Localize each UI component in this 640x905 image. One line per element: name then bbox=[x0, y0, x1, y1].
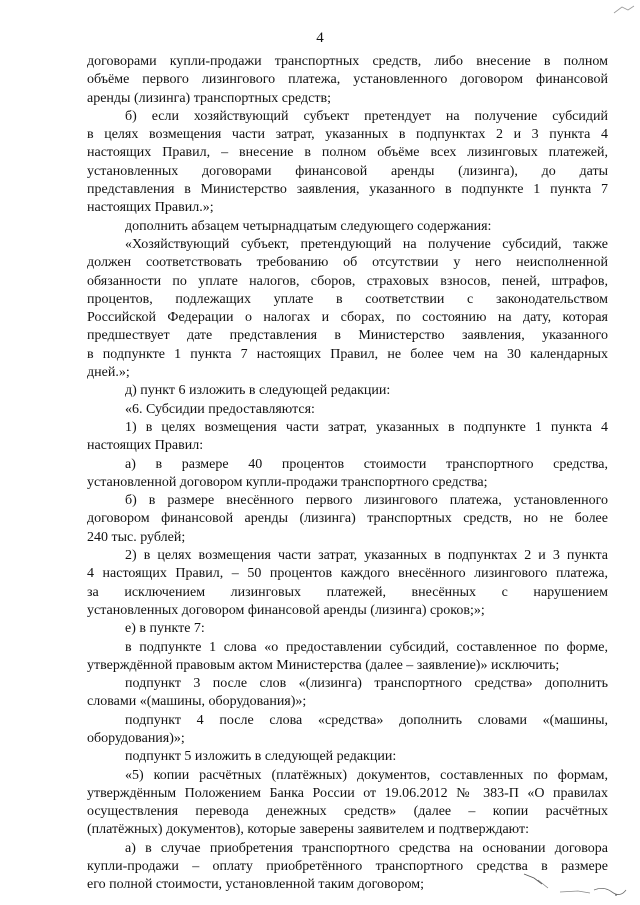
text-line: объёме первого лизингового платежа, установленного договором финансовой bbox=[87, 72, 608, 88]
text-line: установленных договором финансовой аренды (лизинга) сроков;»; bbox=[87, 602, 485, 618]
text-line: а) в случае приобретения транспортного средства на основании договора bbox=[125, 840, 608, 856]
text-line: подпункт 5 изложить в следующей редакции: bbox=[125, 749, 397, 765]
text-line: процентов, подлежащих уплате в соответствии с законодательством bbox=[87, 291, 608, 307]
document-body bbox=[87, 53, 608, 895]
text-line: установленных договорами финансовой аренды (лизинга), до даты bbox=[87, 163, 608, 179]
page-number: 4 bbox=[316, 30, 324, 46]
text-line: оборудования)»; bbox=[87, 730, 185, 746]
text-line: дополнить абзацем четырнадцатым следующего содержания: bbox=[125, 218, 492, 234]
text-line: 1) в целях возмещения части затрат, указанных в подпункте 1 пункта 4 bbox=[125, 419, 608, 435]
text-line: настоящих Правил, – внесение в полном объёме всех лизинговых платежей, bbox=[87, 145, 608, 161]
text-line: должен соответствовать требованию об отсутствии у него неисполненной bbox=[87, 255, 608, 271]
text-line: в подпункте 1 пункта 7 настоящих Правил, не более чем на 30 календарных bbox=[87, 346, 608, 362]
text-line: за исключением лизинговых платежей, внесённых с нарушением bbox=[87, 584, 608, 600]
text-line: словами «(машины, оборудования)»; bbox=[87, 694, 307, 710]
text-line: д) пункт 6 изложить в следующей редакции: bbox=[125, 383, 391, 399]
text-line: представления в Министерство заявления, указанного в подпункте 1 пункта 7 bbox=[87, 182, 608, 198]
text-line: настоящих Правил: bbox=[87, 438, 204, 454]
text-line: 2) в целях возмещения части затрат, указанных в подпунктах 2 и 3 пункта bbox=[125, 548, 608, 564]
text-line: Российской Федерации о налогах и сборах, по состоянию на дату, которая bbox=[87, 310, 608, 326]
text-line: утверждённым Положением Банка России от 19.06.2012 № 383-П «О правилах bbox=[87, 785, 608, 801]
scan-signature-marks bbox=[520, 868, 630, 898]
text-line: установленной договором купли-продажи транспортного средства; bbox=[87, 474, 488, 490]
text-line: его полной стоимости, установленной таким договором; bbox=[87, 877, 425, 893]
scan-corner-mark bbox=[612, 4, 636, 16]
text-line: а) в размере 40 процентов стоимости транспортного средства, bbox=[125, 456, 608, 472]
text-line: настоящих Правил.»; bbox=[87, 200, 214, 216]
text-line: купли-продажи – оплату приобретённого транспортного средства в размере bbox=[87, 859, 608, 875]
text-line: аренды (лизинга) транспортных средств; bbox=[87, 90, 331, 106]
text-line: договорами купли-продажи транспортных средств, либо внесение в полном bbox=[87, 54, 608, 69]
text-line: (платёжных) документов), которые заверены заявителем и подтверждают: bbox=[87, 822, 529, 838]
text-line: утверждённой правовым актом Министерства (далее – заявление)» исключить; bbox=[87, 657, 560, 673]
text-line: 4 настоящих Правил, – 50 процентов каждого внесённого лизингового платежа, bbox=[87, 566, 608, 582]
text-line: предшествует дате представления в Министерство заявления, указанного bbox=[87, 328, 608, 344]
text-line: 240 тыс. рублей; bbox=[87, 529, 186, 545]
text-line: в подпункте 1 слова «о предоставлении субсидий, составленное по форме, bbox=[125, 639, 608, 655]
text-line: е) в пункте 7: bbox=[125, 621, 205, 637]
text-line: б) в размере внесённого первого лизингового платежа, установленного bbox=[125, 493, 608, 509]
text-line: «Хозяйствующий субъект, претендующий на получение субсидий, также bbox=[125, 236, 608, 252]
text-line: подпункт 3 после слов «(лизинга) транспортного средства» дополнить bbox=[125, 676, 608, 692]
text-line: осуществления перевода денежных средств» (далее – копии расчётных bbox=[87, 804, 608, 820]
text-line: «5) копии расчётных (платёжных) документов, составленных по формам, bbox=[125, 767, 608, 783]
text-line: договором финансовой аренды (лизинга) транспортных средств, но не более bbox=[87, 511, 608, 527]
text-line: обязанности по уплате налогов, сборов, страховых взносов, пеней, штрафов, bbox=[87, 273, 608, 289]
text-line: б) если хозяйствующий субъект претендует на получение субсидий bbox=[125, 108, 608, 124]
text-line: в целях возмещения части затрат, указанных в подпунктах 2 и 3 пункта 4 bbox=[87, 127, 608, 143]
text-line: дней.»; bbox=[87, 365, 130, 381]
text-line: «6. Субсидии предоставляются: bbox=[125, 401, 315, 417]
text-line: подпункт 4 после слова «средства» дополнить словами «(машины, bbox=[125, 712, 608, 728]
